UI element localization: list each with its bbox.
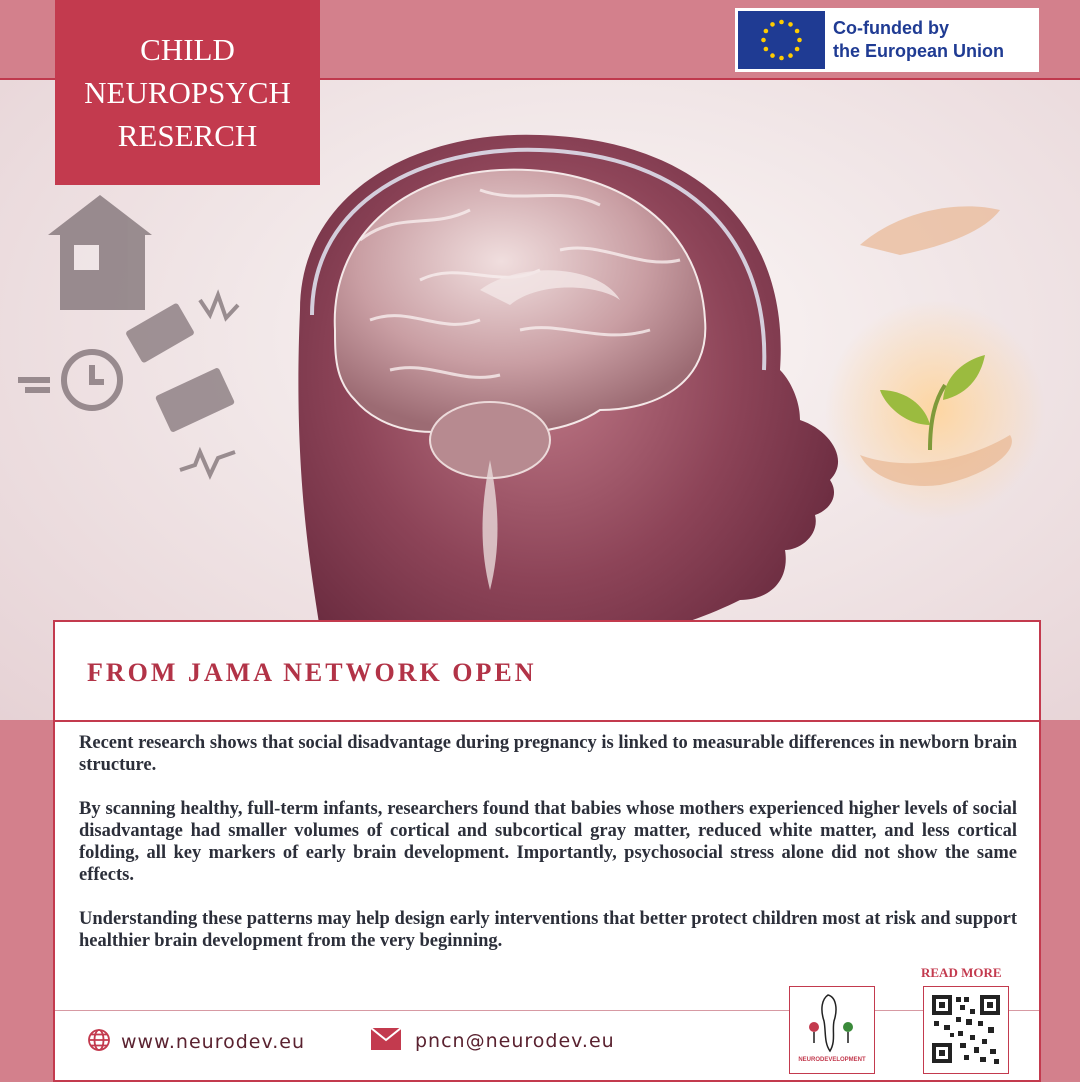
email-text[interactable]: pncn@neurodev.eu xyxy=(415,1030,615,1052)
website-contact[interactable] xyxy=(87,1028,305,1057)
article-card xyxy=(53,620,1041,1082)
eu-funding-line2: the European Union xyxy=(833,41,1004,61)
card-divider xyxy=(55,720,1039,722)
globe-icon xyxy=(87,1028,111,1057)
article-body xyxy=(79,732,1017,974)
article-paragraph-3: Understanding these patterns may help design early interventions that better protect children most at risk and support healthier brain development from the very beginning. xyxy=(79,909,1017,951)
eu-funding-text xyxy=(833,17,1004,63)
neurodevelopment-logo xyxy=(789,986,875,1074)
logo-text: NEURODEVELOPMENT xyxy=(798,1057,866,1063)
house-icon xyxy=(48,195,152,310)
eu-flag-icon xyxy=(738,11,825,69)
eu-funding-badge xyxy=(735,8,1039,72)
article-paragraph-2: By scanning healthy, full-term infants, researchers found that babies whose mothers experienced higher levels of social disadvantage had smaller volumes of cortical and subcortical gray matter, reduced white matter, and less cortical folding, all key markers of early brain development. Importantly, psychosocial stress alone did not show the same effects. xyxy=(79,799,1017,885)
clock-icon xyxy=(18,352,120,408)
money-icon xyxy=(125,302,235,433)
qr-code[interactable] xyxy=(923,986,1009,1074)
article-source: FROM JAMA NETWORK OPEN xyxy=(87,658,537,687)
page-title: CHILD NEUROPSYCH RESERCH xyxy=(84,32,291,153)
read-more-label[interactable]: READ MORE xyxy=(921,965,1002,980)
footer-divider xyxy=(55,1010,1039,1011)
qr-code-icon xyxy=(924,987,1008,1073)
article-paragraph-1: Recent research shows that social disadvantage during pregnancy is linked to measurable differences in newborn brain structure. xyxy=(79,733,1017,775)
email-contact[interactable] xyxy=(371,1028,615,1055)
envelope-icon xyxy=(371,1028,401,1055)
eu-funding-line1: Co-funded by xyxy=(833,18,949,38)
website-text[interactable]: www.neurodev.eu xyxy=(121,1031,305,1053)
header-title-box xyxy=(55,0,320,185)
